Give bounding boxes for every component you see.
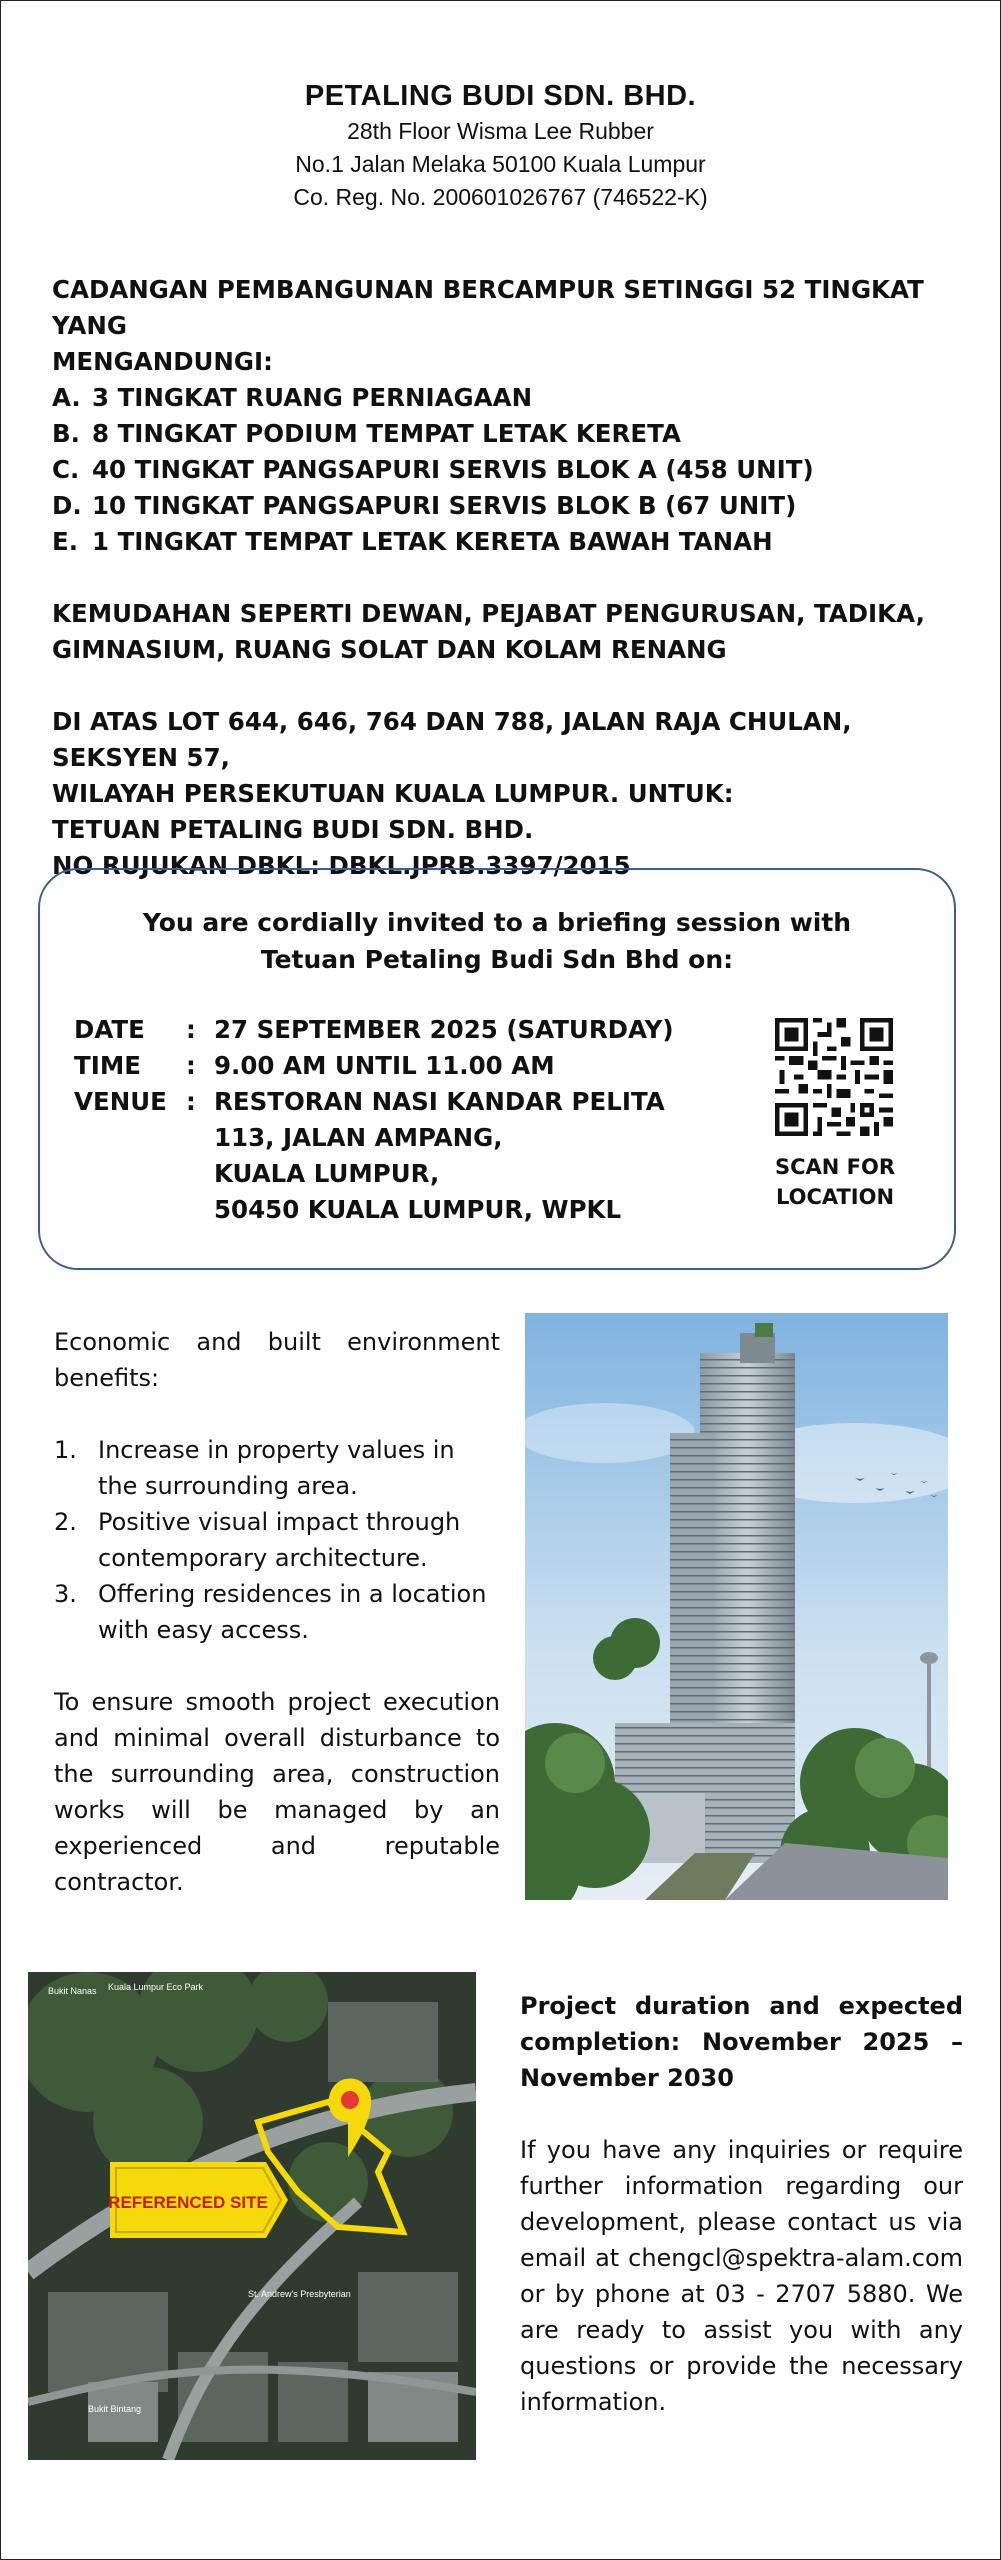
invitation-heading-line1: You are cordially invited to a briefing session with: [142, 908, 852, 937]
map-place-label: Bukit Nanas: [48, 1986, 97, 1996]
location-map-image: [28, 1972, 476, 2460]
benefits-intro: Economic and built environment benefits:: [54, 1328, 500, 1392]
benefit-item: [54, 1576, 500, 1648]
location-line3: TETUAN PETALING BUDI SDN. BHD.: [52, 815, 534, 844]
benefit-number: 2.: [54, 1508, 77, 1536]
project-info-section: [520, 1988, 963, 2420]
development-proposal: [52, 272, 972, 884]
proposal-item-text: 1 TINGKAT TEMPAT LETAK KERETA BAWAH TANAH: [92, 527, 773, 556]
map-place-label: Bukit Bintang: [88, 2404, 142, 2414]
company-address-line2: No.1 Jalan Melaka 50100 Kuala Lumpur: [295, 151, 706, 177]
venue-line4: 50450 KUALA LUMPUR, WPKL: [214, 1195, 622, 1224]
time-value: 9.00 AM UNTIL 11.00 AM: [214, 1051, 555, 1080]
invitation-box: [38, 868, 956, 1270]
date-colon: :: [186, 1015, 196, 1044]
company-address-line1: 28th Floor Wisma Lee Rubber: [347, 118, 654, 144]
scan-label-line2: LOCATION: [775, 1185, 895, 1209]
proposal-item-label: E.: [52, 527, 79, 556]
scan-label-line1: SCAN FOR: [774, 1155, 896, 1179]
time-colon: :: [186, 1051, 196, 1080]
building-rendering-image: [525, 1313, 948, 1900]
date-value: 27 SEPTEMBER 2025 (SATURDAY): [214, 1015, 674, 1044]
benefit-text: Offering residences in a location with easy access.: [98, 1580, 487, 1644]
venue-line1: RESTORAN NASI KANDAR PELITA: [214, 1087, 665, 1116]
benefit-text: Positive visual impact through contemporary architecture.: [98, 1508, 461, 1572]
benefit-text: Increase in property values in the surrounding area.: [98, 1436, 455, 1500]
time-label: TIME: [74, 1051, 141, 1080]
company-name: PETALING BUDI SDN. BHD.: [304, 80, 697, 112]
facilities-line1: KEMUDAHAN SEPERTI DEWAN, PEJABAT PENGURUSAN, TADIKA,: [52, 599, 925, 628]
proposal-item-label: D.: [52, 491, 82, 520]
construction-note: To ensure smooth project execution and minimal overall disturbance to the surrounding area, construction works will be managed by an experienced and reputable contractor.: [54, 1688, 500, 1896]
proposal-item-text: 10 TINGKAT PANGSAPURI SERVIS BLOK B (67 UNIT): [92, 491, 797, 520]
location-line2: WILAYAH PERSEKUTUAN KUALA LUMPUR. UNTUK:: [52, 779, 734, 808]
contact-information: If you have any inquiries or require further information regarding our development, please contact us via email at chengcl@spektra-alam.com or by phone at 03 - 2707 5880. We are ready to assist you with any questions or provide the necessary information.: [520, 2136, 963, 2416]
benefit-number: 3.: [54, 1580, 77, 1608]
proposal-item-text: 8 TINGKAT PODIUM TEMPAT LETAK KERETA: [92, 419, 681, 448]
project-duration: Project duration and expected completion: November 2025 – November 2030: [520, 1992, 963, 2092]
benefit-number: 1.: [54, 1436, 77, 1464]
proposal-list: [52, 380, 972, 560]
proposal-item: [52, 524, 972, 560]
proposal-item: [52, 452, 972, 488]
proposal-item-label: A.: [52, 383, 81, 412]
venue-label: VENUE: [74, 1087, 167, 1116]
facilities-line2: GIMNASIUM, RUANG SOLAT DAN KOLAM RENANG: [52, 635, 727, 664]
proposal-item-text: 3 TINGKAT RUANG PERNIAGAAN: [92, 383, 533, 412]
benefit-item: [54, 1432, 500, 1504]
proposal-item: [52, 380, 972, 416]
proposal-item-label: B.: [52, 419, 80, 448]
referenced-site-label: REFERENCED SITE: [108, 2193, 268, 2212]
venue-colon: :: [186, 1087, 196, 1116]
proposal-item-label: C.: [52, 455, 80, 484]
location-line1: DI ATAS LOT 644, 646, 764 DAN 788, JALAN RAJA CHULAN, SEKSYEN 57,: [52, 707, 852, 772]
invitation-heading-line2: Tetuan Petaling Budi Sdn Bhd on:: [260, 945, 734, 974]
benefits-list: [54, 1432, 500, 1648]
map-place-label: St. Andrew's Presbyterian: [248, 2289, 351, 2299]
qr-code[interactable]: [775, 1018, 893, 1136]
proposal-intro-line1: CADANGAN PEMBANGUNAN BERCAMPUR SETINGGI 52 TINGKAT YANG: [52, 275, 924, 340]
scan-for-location: [740, 1152, 930, 1212]
referenced-site-callout: [108, 2162, 288, 2238]
proposal-intro-line2: MENGANDUNGI:: [52, 347, 273, 376]
proposal-item-text: 40 TINGKAT PANGSAPURI SERVIS BLOK A (458 UNIT): [92, 455, 814, 484]
reference-number: NO RUJUKAN DBKL: DBKL.JPRB.3397/2015: [52, 851, 631, 880]
venue-line2: 113, JALAN AMPANG,: [214, 1123, 503, 1152]
map-place-label: Kuala Lumpur Eco Park: [108, 1982, 204, 1992]
proposal-item: [52, 488, 972, 524]
benefit-item: [54, 1504, 500, 1576]
venue-line3: KUALA LUMPUR,: [214, 1159, 440, 1188]
date-label: DATE: [74, 1015, 145, 1044]
benefits-section: [54, 1324, 500, 1900]
company-registration: Co. Reg. No. 200601026767 (746522-K): [293, 184, 708, 210]
invitation-heading: [40, 904, 954, 978]
proposal-item: [52, 416, 972, 452]
